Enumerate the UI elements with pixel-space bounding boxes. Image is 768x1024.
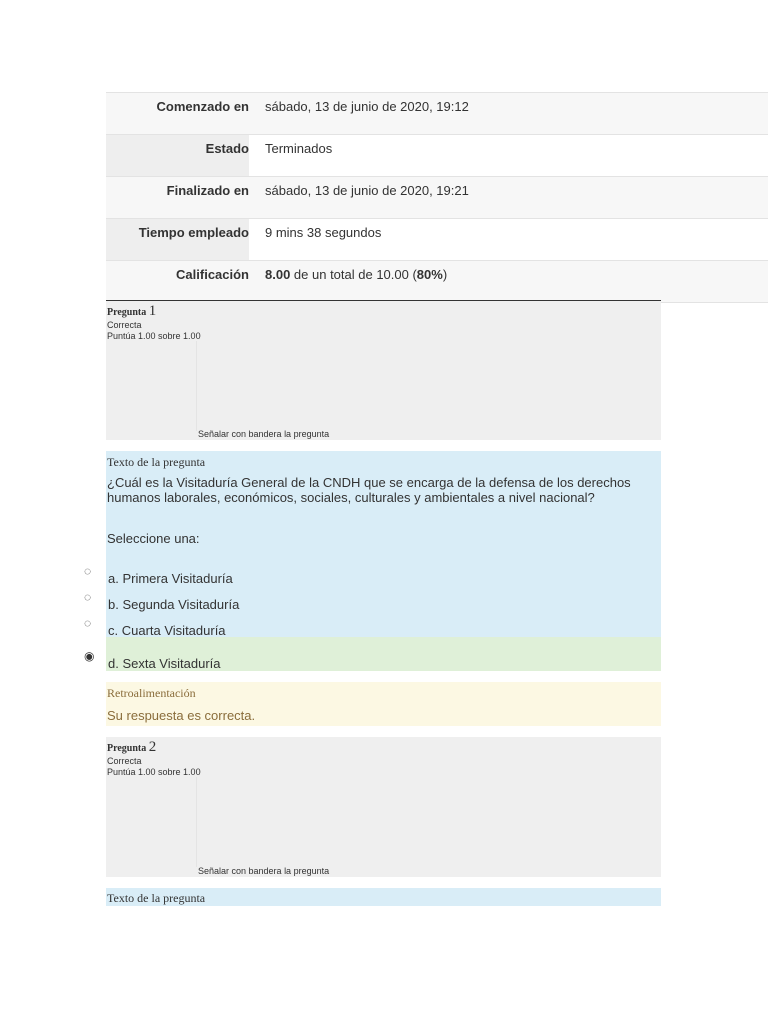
question-status: Correcta [107, 320, 142, 330]
question-2-content [106, 888, 661, 906]
summary-row-finished [106, 176, 768, 218]
feedback-heading: Retroalimentación [107, 686, 196, 700]
answer-option-b[interactable]: b. Segunda Visitaduría [108, 597, 240, 612]
feedback-box [106, 682, 661, 726]
summary-label: Calificación [176, 267, 249, 282]
summary-row-started [106, 92, 768, 134]
answer-prompt: Seleccione una: [107, 531, 200, 546]
question-2-info [106, 737, 661, 877]
summary-value: sábado, 13 de junio de 2020, 19:12 [265, 99, 469, 114]
radio-unchecked-icon[interactable]: ◌ [84, 564, 92, 578]
radio-unchecked-icon[interactable]: ◌ [84, 590, 92, 604]
answer-option-c[interactable]: c. Cuarta Visitaduría [108, 623, 226, 638]
grade-score: 8.00 [265, 267, 291, 282]
question-text: ¿Cuál es la Visitaduría General de la CNDH que se encarga de la defensa de los derechos humanos laborales, económicos, sociales, culturales y ambientales a nivel nacional? [107, 475, 631, 505]
question-status: Correcta [107, 756, 142, 766]
grade-middle: de un total de 10.00 ( [290, 267, 417, 282]
summary-label: Tiempo empleado [106, 219, 249, 260]
divider [196, 341, 197, 431]
summary-row-state [106, 134, 768, 176]
radio-unchecked-icon[interactable]: ◌ [84, 616, 92, 630]
summary-row-grade [106, 260, 768, 303]
question-score: Puntúa 1.00 sobre 1.00 [107, 331, 201, 341]
summary-label: Comenzado en [156, 99, 249, 114]
radio-checked-icon[interactable]: ◉ [84, 649, 95, 663]
question-number: Pregunta 2 [107, 739, 157, 755]
flag-question-link[interactable]: Señalar con bandera la pregunta [198, 429, 330, 439]
grade-end: ) [442, 267, 448, 282]
summary-value: 9 mins 38 segundos [265, 225, 382, 240]
divider [196, 777, 197, 867]
question-score: Puntúa 1.00 sobre 1.00 [107, 767, 201, 777]
summary-value: Terminados [265, 141, 333, 156]
attempt-summary-table [106, 92, 768, 303]
feedback-message: Su respuesta es correcta. [107, 708, 256, 723]
question-text-heading: Texto de la pregunta [107, 891, 206, 905]
summary-label: Finalizado en [166, 183, 249, 198]
summary-value: sábado, 13 de junio de 2020, 19:21 [265, 183, 469, 198]
answer-option-d[interactable]: d. Sexta Visitaduría [108, 656, 221, 671]
question-number: Pregunta 1 [107, 303, 157, 319]
summary-label: Estado [106, 135, 249, 176]
question-1-info [106, 300, 661, 440]
summary-row-time [106, 218, 768, 260]
flag-question-link[interactable]: Señalar con bandera la pregunta [198, 866, 330, 876]
grade-percent: 80% [416, 267, 443, 282]
answer-option-a[interactable]: a. Primera Visitaduría [108, 571, 233, 586]
question-text-heading: Texto de la pregunta [107, 455, 206, 469]
grade-value [249, 261, 447, 302]
